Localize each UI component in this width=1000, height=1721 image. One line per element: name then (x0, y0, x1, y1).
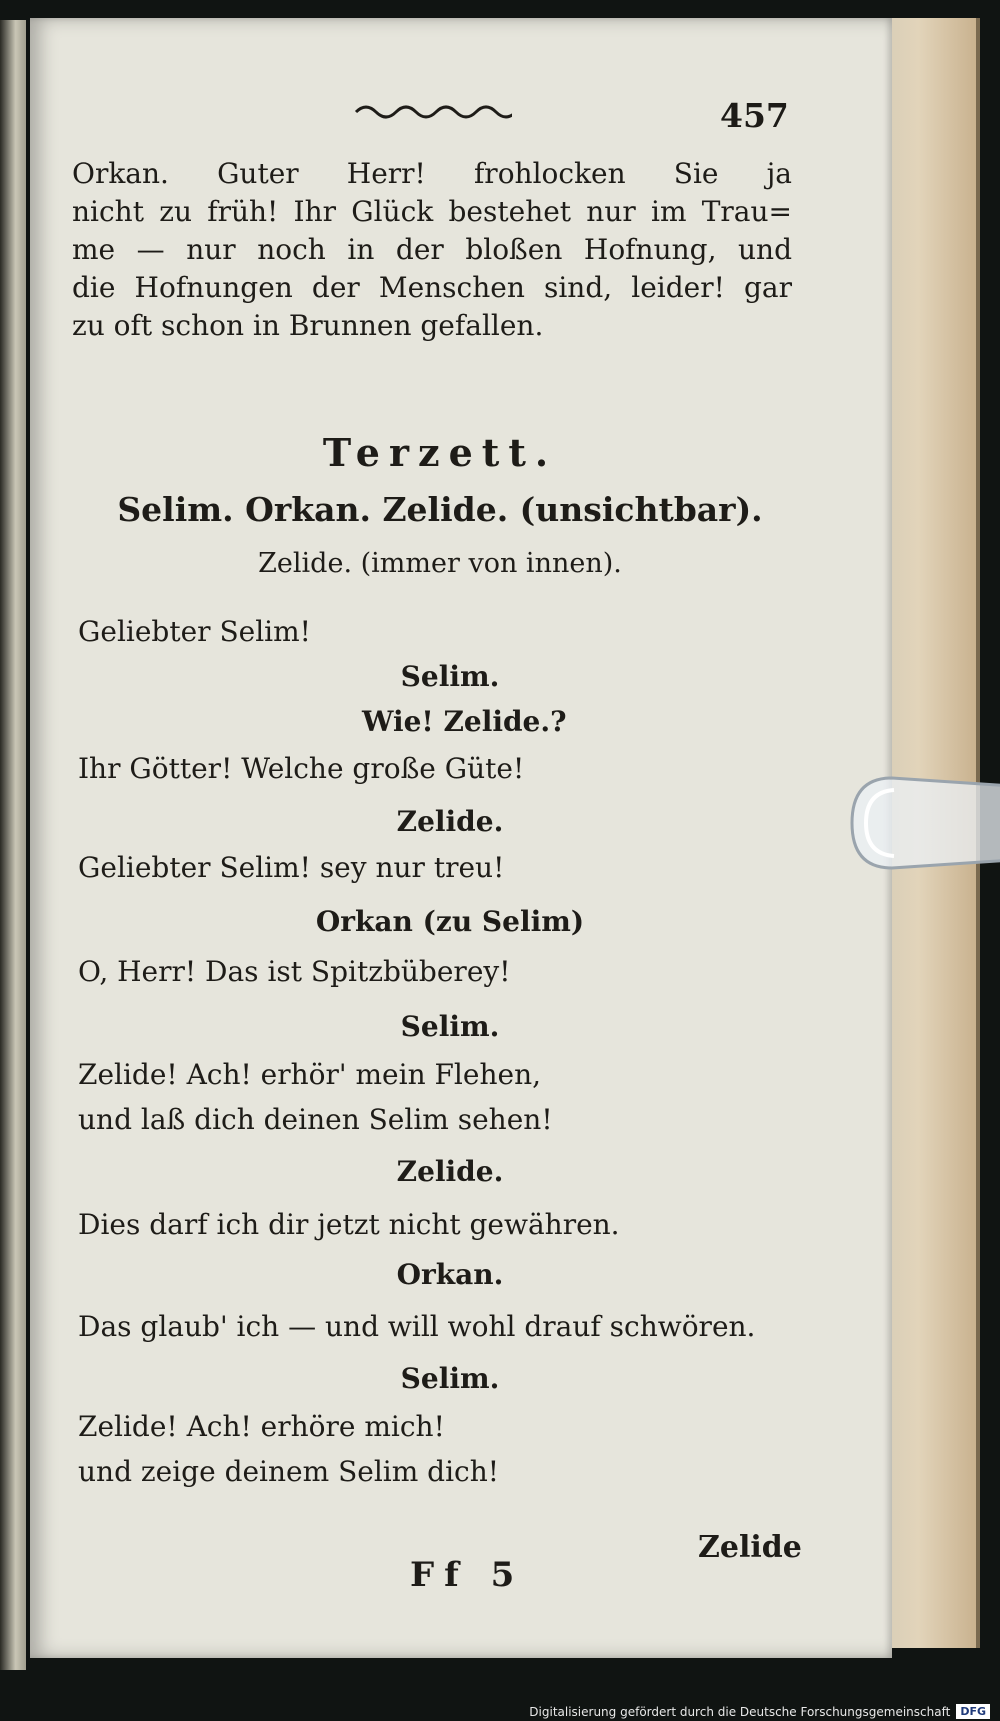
facing-page-edge (0, 20, 26, 1670)
page-clip-icon (832, 768, 1000, 878)
paragraph-line: die Hofnungen der Menschen sind, leider! gar (72, 271, 792, 304)
catchword: Zelide (698, 1530, 802, 1565)
dialogue-line: und zeige deinem Selim dich! (78, 1455, 500, 1488)
dialogue-line: Geliebter Selim! sey nur treu! (78, 851, 505, 884)
paragraph-line: me — nur noch in der bloßen Hofnung, und (72, 233, 792, 266)
ornament-icon (352, 98, 512, 124)
speaker-name: Orkan. (396, 1258, 504, 1291)
paragraph-line: Orkan. Guter Herr! frohlocken Sie ja (72, 157, 792, 190)
dialogue-line: Zelide! Ach! erhör' mein Flehen, (78, 1058, 541, 1091)
speaker-name: Orkan (zu Selim) (315, 905, 585, 938)
dialogue-line: Ihr Götter! Welche große Güte! (78, 752, 525, 785)
dialogue-line: Wie! Zelide.? (362, 705, 567, 738)
footer-text: Digitalisierung gefördert durch die Deutsche Forschungsgemeinschaft (529, 1704, 951, 1719)
character-list: Selim. Orkan. Zelide. (unsichtbar). (117, 490, 763, 529)
dialogue-line: und laß dich deinen Selim sehen! (78, 1103, 553, 1136)
digitization-footer (529, 1704, 990, 1719)
paragraph-line: zu oft schon in Brunnen gefallen. (72, 309, 544, 342)
dfg-logo: DFG (956, 1704, 990, 1719)
paragraph-line: nicht zu früh! Ihr Glück bestehet nur im Trau= (72, 195, 792, 228)
prose-paragraph (72, 155, 792, 345)
dialogue-line: O, Herr! Das ist Spitzbüberey! (78, 955, 511, 988)
dialogue-line: Zelide! Ach! erhöre mich! (78, 1410, 445, 1443)
speaker-name: Selim. (400, 1362, 500, 1395)
signature-mark: Ff 5 (410, 1555, 525, 1595)
dialogue-line: Geliebter Selim! (78, 615, 311, 648)
speaker-name: Selim. (400, 660, 500, 693)
speaker-name: Selim. (400, 1010, 500, 1043)
speaker-name: Zelide. (396, 1155, 504, 1188)
page-number: 457 (720, 96, 789, 135)
stage-direction: Zelide. (immer von innen). (258, 548, 622, 579)
section-heading: Terzett. (322, 430, 558, 475)
speaker-name: Zelide. (396, 805, 504, 838)
dialogue-line: Das glaub' ich — und will wohl drauf schwören. (78, 1310, 756, 1343)
dialogue-line: Dies darf ich dir jetzt nicht gewähren. (78, 1208, 620, 1241)
